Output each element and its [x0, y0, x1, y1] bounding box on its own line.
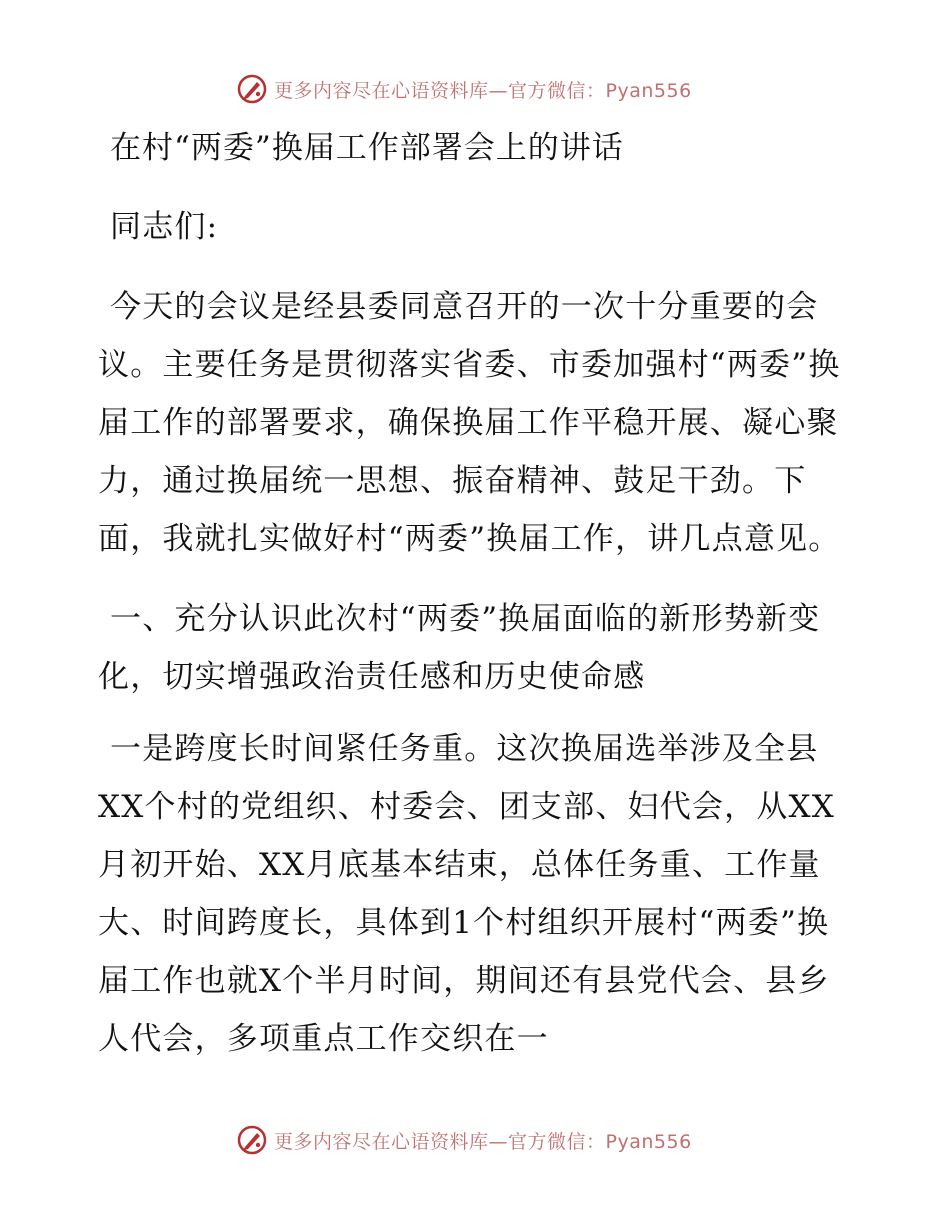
document-body	[98, 126, 858, 1068]
document-title: 在村“两委”换届工作部署会上的讲话	[110, 130, 624, 166]
header-watermark	[236, 72, 692, 106]
pen-logo-icon	[236, 73, 268, 105]
paragraph-point-1: 一是跨度长时间紧任务重。这次换届选举涉及全县XX个村的党组织、村委会、团支部、妇代会，从XX月初开始、XX月底基本结束，总体任务重、工作量大、时间跨度长，具体到1个村组织开展村“两委”换届工作也就X个半月时间，期间还有县党代会、县乡人代会，多项重点工作交织在一	[98, 731, 836, 1057]
section-heading-1: 一、充分认识此次村“两委”换届面临的新形势新变化，切实增强政治责任感和历史使命感	[98, 601, 821, 695]
watermark-text: 更多内容尽在心语资料库—官方微信：Pyan556	[274, 79, 692, 102]
footer-watermark	[236, 1123, 692, 1157]
pen-logo-icon	[236, 1124, 268, 1156]
paragraph-intro: 今天的会议是经县委同意召开的一次十分重要的会议。主要任务是贯彻落实省委、市委加强村“两委”换届工作的部署要求，确保换届工作平稳开展、凝心聚力，通过换届统一思想、振奋精神、鼓足干劲。下面，我就扎实做好村“两委”换届工作，讲几点意见。	[98, 289, 841, 557]
watermark-text: 更多内容尽在心语资料库—官方微信：Pyan556	[274, 1130, 692, 1153]
salutation: 同志们:	[110, 209, 219, 245]
